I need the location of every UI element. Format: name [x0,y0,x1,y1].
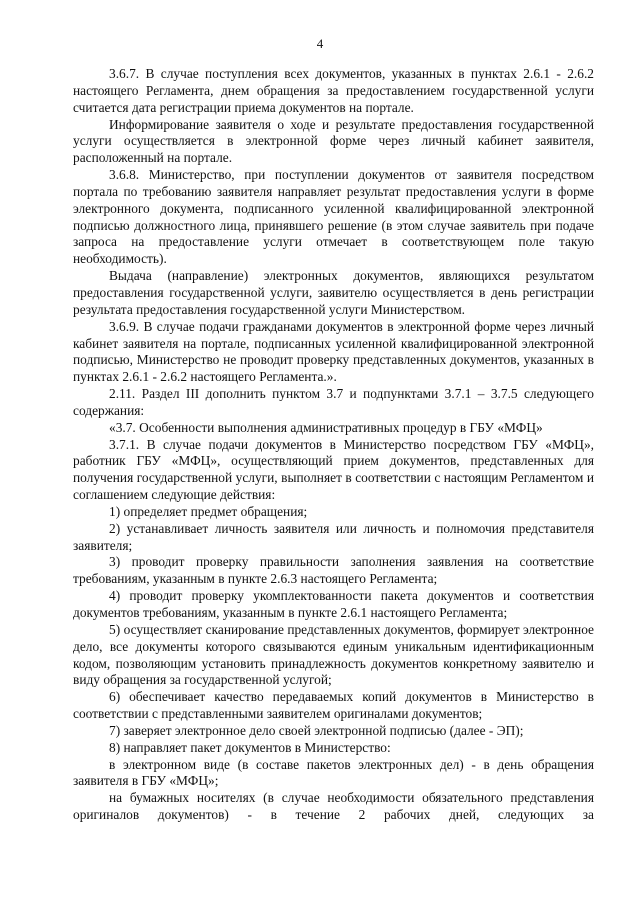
paragraph: на бумажных носителях (в случае необходимости обязательного представления оригиналов документов) - в течение 2 рабочих дней, следующих за [73,790,594,823]
document-body [73,66,594,824]
page-number: 4 [316,36,324,51]
paragraph: 3.6.7. В случае поступления всех документов, указанных в пунктах 2.6.1 - 2.6.2 настоящего Регламента, днем обращения за предоставлением государственной услуги считается дата регистрации приема документов на портале. [73,66,594,115]
list-item: 8) направляет пакет документов в Министерство: [109,739,391,755]
paragraph: Выдача (направление) электронных документов, являющихся результатом предоставления государственной услуги, заявителю осуществляется в день регистрации результата предоставления государственной услуги Министерством. [73,268,594,317]
list-item: 1) определяет предмет обращения; [109,503,308,519]
list-item: 3) проводит проверку правильности заполнения заявления на соответствие требованиям, указанным в пункте 2.6.3 настоящего Регламента; [73,554,594,587]
paragraph: 3.6.8. Министерство, при поступлении документов от заявителя посредством портала по требованию заявителя направляет результат предоставления услуги в форме электронного документа, подписанного усиленной квалифицированной электронной подписью должностного лица, принявшего решение (в этом случае заявитель при подаче запроса на предоставление услуги отмечает в соответствующем поле такую необходимость). [73,167,594,267]
list-item: 6) обеспечивает качество передаваемых копий документов в Министерство в соответствии с представленными заявителем оригиналами документов; [73,689,594,722]
section-heading: «3.7. Особенности выполнения административных процедур в ГБУ «МФЦ» [109,419,543,435]
paragraph: 2.11. Раздел III дополнить пунктом 3.7 и подпунктами 3.7.1 – 3.7.5 следующего содержания: [73,386,594,418]
paragraph: 3.7.1. В случае подачи документов в Министерство посредством ГБУ «МФЦ», работник ГБУ «МФЦ», осуществляющий прием документов, представленных для получения государственной услуги, выполняет в соответствии с настоящим Регламентом и соглашением следующие действия: [73,436,594,503]
paragraph: Информирование заявителя о ходе и результате предоставления государственной услуги осуществляется в электронной форме через личный кабинет заявителя, расположенный на портале. [73,116,594,166]
list-item: 2) устанавливает личность заявителя или личность и полномочия представителя заявителя; [73,520,594,553]
paragraph: 3.6.9. В случае подачи гражданами документов в электронной форме через личный кабинет заявителя на портале, подписанных усиленной квалифицированной электронной подписью, Министерство не проводит проверку представленных документов, указанных в пунктах 2.6.1 - 2.6.2 настоящего Регламента.». [73,318,594,385]
list-item: 5) осуществляет сканирование представленных документов, формирует электронное дело, все документы которого связываются единым уникальным идентификационным кодом, позволяющим установить принадлежность документов конкретному заявителю и виду обращения за государственной услугой; [73,621,594,688]
paragraph: в электронном виде (в составе пакетов электронных дел) - в день обращения заявителя в ГБУ «МФЦ»; [73,756,594,789]
list-item: 4) проводит проверку укомплектованности пакета документов и соответствия документов требованиям, указанным в пункте 2.6.1 настоящего Регламента; [73,588,594,620]
list-item: 7) заверяет электронное дело своей электронной подписью (далее - ЭП); [109,722,524,738]
